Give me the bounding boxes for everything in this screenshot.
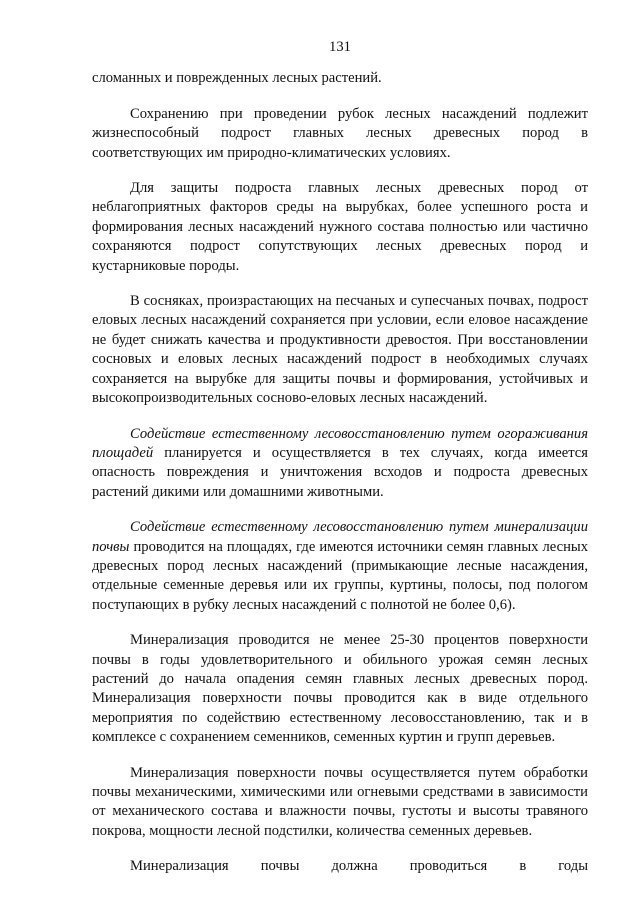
paragraph-pine-forests: В сосняках, произрастающих на песчаных и супесчаных почвах, подрост еловых лесных насаждений сохраняется при условии, если еловое насаждение не будет снижать качества и продуктивности древостоя. При восстановлении сосновых и еловых лесных насаждений подрост в необходимых случаях сохраняется на вырубке для защиты почвы и формирования, устойчивых и высокопроизводительных сосново-еловых лесных насаждений. [92,293,588,407]
page-number: 131 [329,39,351,55]
paragraph-preserved-undergrowth: Сохранению при проведении рубок лесных насаждений подлежит жизнеспособный подрост главных лесных древесных пород в соответствующих им природно-климатических условиях. [92,105,588,161]
paragraph-mineralization-methods: Минерализация поверхности почвы осуществляется путем обработки почвы механическими, химическими или огневыми средствами в зависимости от механического состава и влажности почвы, густоты и высоты травяного покрова, мощности лесной подстилки, количества семенных деревьев. [92,764,588,839]
paragraph-fencing-text: планируется и осуществляется в тех случаях, когда имеется опасность повреждения и уничтожения всходов и подроста древесных растений дикими или домашними животными. [92,444,588,500]
term-soil-mineralization: Содействие естественному лесовосстановлению путем минерализации почвы [92,519,588,555]
term-fencing: Содействие естественному лесовосстановлению путем огораживания площадей [92,425,588,461]
paragraph-protection-undergrowth: Для защиты подроста главных лесных древесных пород от неблагоприятных факторов среды на вырубках, более успешного роста и формирования лесных насаждений нужного состава полностью или частично сохраняются подрост сопутствующих лесных древесных пород и кустарниковые породы. [92,180,588,274]
paragraph-soil-mineralization [92,518,588,615]
paragraph-mineralization-years: Минерализация почвы должна проводиться в годы [130,858,588,875]
paragraph-continuation: сломанных и поврежденных лесных растений. [92,70,382,87]
paragraph-soil-mineralization-text: проводится на площадях, где имеются источники семян главных лесных древесных пород лесных насаждений (примыкающие лесные насаждения, отдельные семенные деревья или их группы, куртины, полосы, под пологом поступающих в рубку лесных насаждений с полнотой не более 0,6). [92,538,588,613]
paragraph-fencing [92,425,588,503]
paragraph-mineralization-percent: Минерализация проводится не менее 25-30 процентов поверхности почвы в годы удовлетворительного и обильного урожая семян лесных растений до начала опадения семян главных лесных древесных пород. Минерализация поверхности почвы проводится как в виде отдельного мероприятия по содействию естественному лесовосстановлению, так и в комплексе с сохранением семенников, семенных куртин и групп деревьев. [92,632,588,746]
